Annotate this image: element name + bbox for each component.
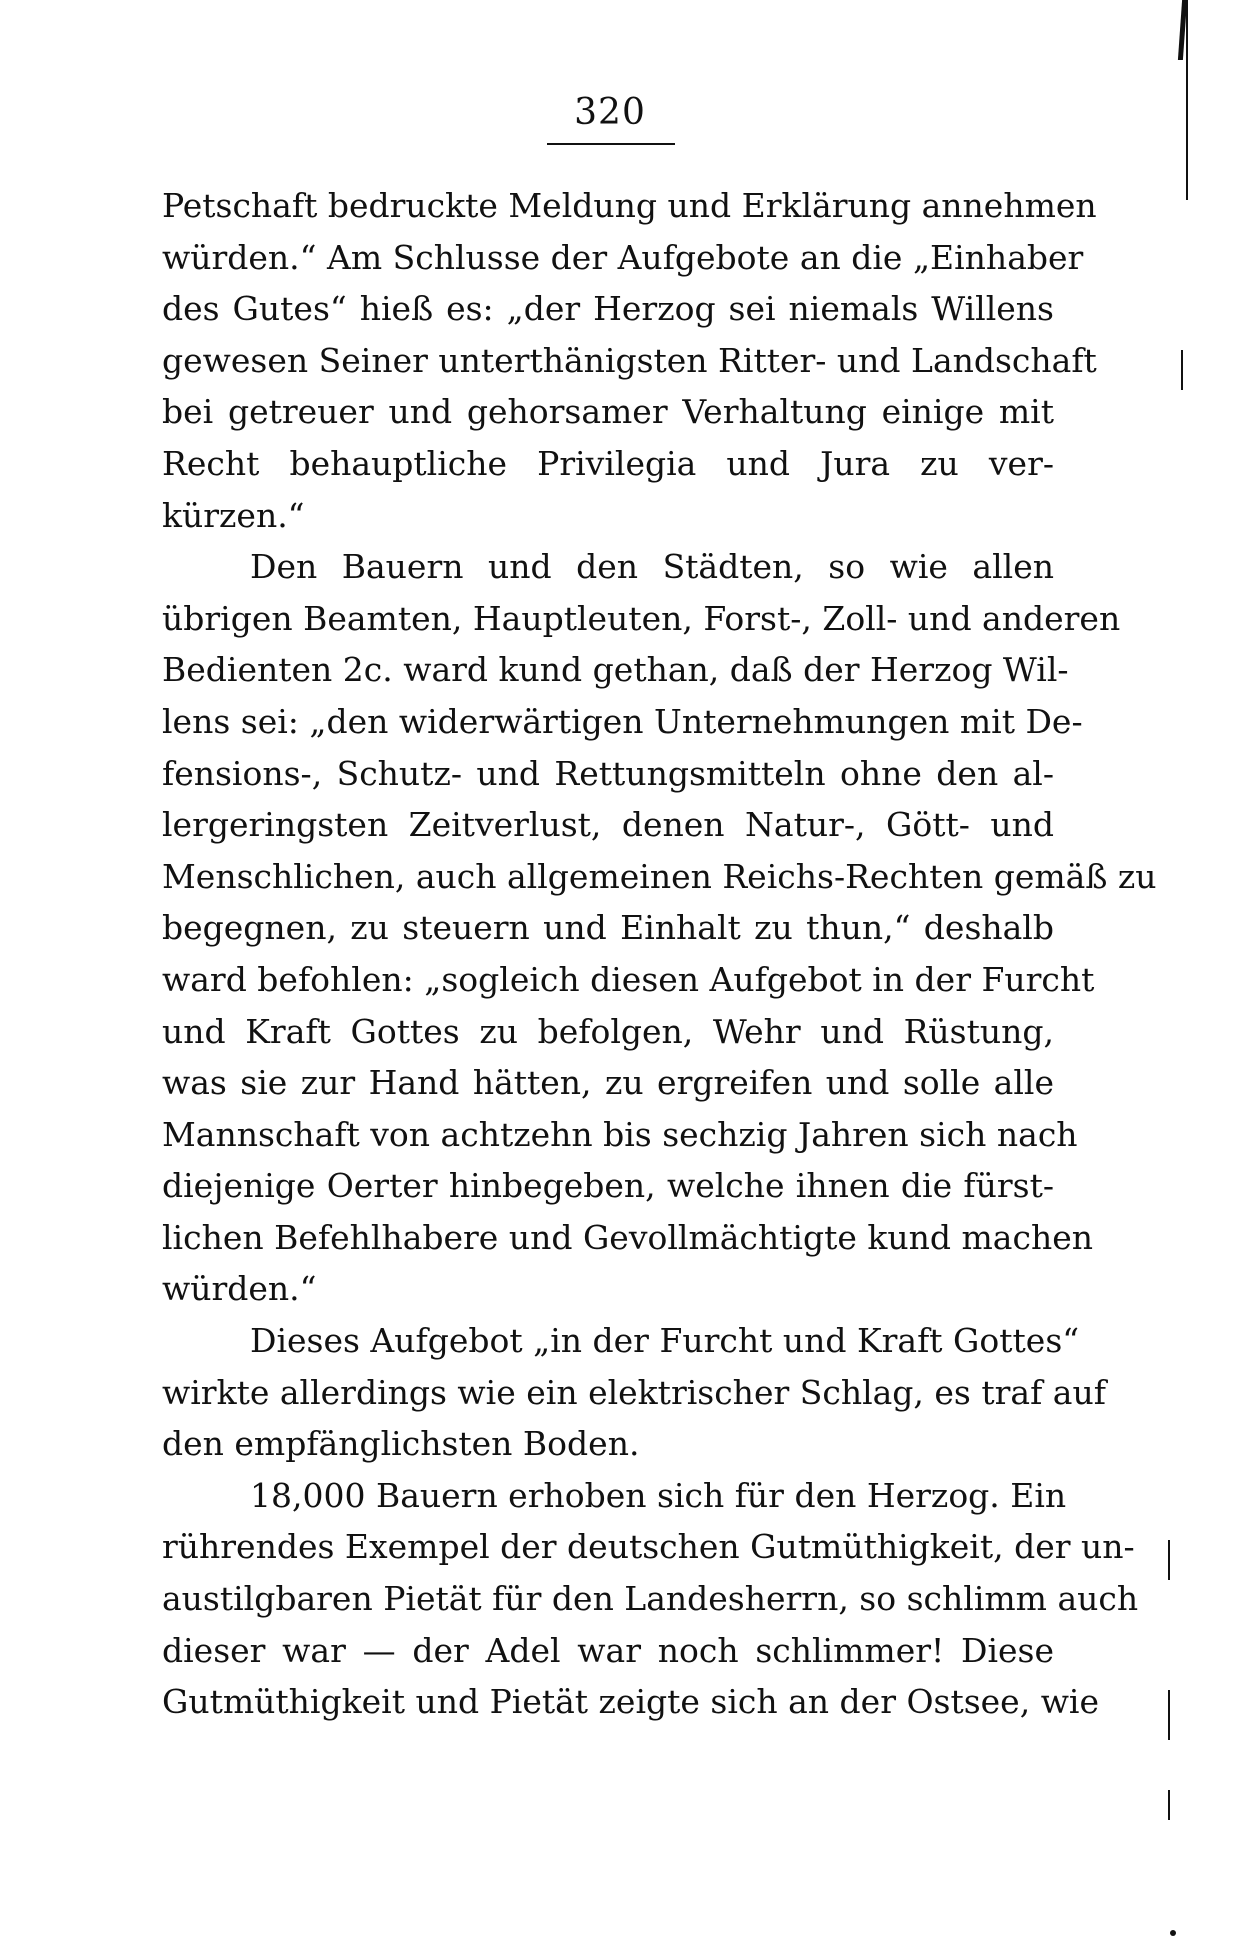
text-line: ward befohlen: „sogleich diesen Aufgebot in der Furcht bbox=[162, 959, 1095, 999]
text-line: fensions-, Schutz- und Rettungsmitteln ohne den al- bbox=[162, 753, 1054, 793]
text-line: lichen Befehlhabere und Gevollmächtigte kund machen bbox=[162, 1217, 1093, 1257]
text-line: Menschlichen, auch allgemeinen Reichs-Rechten gemäß zu bbox=[162, 856, 1157, 896]
text-line: Den Bauern und den Städten, so wie allen bbox=[250, 547, 1054, 587]
text-line: wirkte allerdings wie ein elektrischer Schlag, es traf auf bbox=[162, 1372, 1106, 1412]
scan-edge-tick bbox=[1168, 1690, 1170, 1740]
scan-edge-dot bbox=[1170, 1930, 1176, 1936]
text-line: Petschaft bedruckte Meldung und Erklärung annehmen bbox=[162, 186, 1097, 225]
text-line: den empfänglichsten Boden. bbox=[162, 1424, 640, 1464]
text-line: würden.“ Am Schlusse der Aufgebote an die „Einhaber bbox=[162, 237, 1084, 277]
scan-edge-tick bbox=[1181, 350, 1183, 390]
text-line: begegnen, zu steuern und Einhalt zu thun,“ deshalb bbox=[162, 908, 1054, 948]
text-line: Bedienten 2c. ward kund gethan, daß der Herzog Wil- bbox=[162, 650, 1069, 690]
text-line: lens sei: „den widerwärtigen Unternehmungen mit De- bbox=[162, 701, 1083, 741]
text-line: bei getreuer und gehorsamer Verhaltung einige mit bbox=[162, 392, 1054, 432]
text-line: würden.“ bbox=[162, 1269, 317, 1309]
scan-edge-tick bbox=[1168, 1790, 1170, 1820]
text-line: und Kraft Gottes zu befolgen, Wehr und Rüstung, bbox=[162, 1011, 1054, 1051]
text-line: was sie zur Hand hätten, zu ergreifen und solle alle bbox=[162, 1063, 1054, 1103]
text-line: des Gutes“ hieß es: „der Herzog sei niemals Willens bbox=[162, 289, 1054, 329]
scan-edge-line bbox=[1186, 0, 1188, 200]
text-line: 18,000 Bauern erhoben sich für den Herzog. Ein bbox=[250, 1475, 1067, 1515]
body-text bbox=[162, 180, 1157, 1728]
text-line: Recht behauptliche Privilegia und Jura zu ver- bbox=[162, 443, 1054, 483]
text-line: kürzen.“ bbox=[162, 495, 305, 535]
text-line: rührendes Exempel der deutschen Gutmüthigkeit, der un- bbox=[162, 1527, 1135, 1567]
text-line: lergeringsten Zeitverlust, denen Natur-, Gött- und bbox=[162, 805, 1054, 845]
page-number-underline bbox=[547, 143, 675, 145]
text-line: dieser war — der Adel war noch schlimmer! Diese bbox=[162, 1630, 1054, 1670]
page-number: 320 bbox=[574, 92, 646, 133]
text-line: diejenige Oerter hinbegeben, welche ihnen die fürst- bbox=[162, 1166, 1054, 1206]
text-line: gewesen Seiner unterthänigsten Ritter- und Landschaft bbox=[162, 340, 1097, 380]
text-line: Mannschaft von achtzehn bis sechzig Jahren sich nach bbox=[162, 1114, 1078, 1154]
text-line: übrigen Beamten, Hauptleuten, Forst-, Zoll- und anderen bbox=[162, 598, 1121, 638]
text-line: Dieses Aufgebot „in der Furcht und Kraft Gottes“ bbox=[250, 1321, 1080, 1361]
scan-edge-tick bbox=[1168, 1540, 1170, 1580]
text-line: Gutmüthigkeit und Pietät zeigte sich an der Ostsee, wie bbox=[162, 1682, 1100, 1722]
text-line: austilgbaren Pietät für den Landesherrn, so schlimm auch bbox=[162, 1579, 1139, 1619]
